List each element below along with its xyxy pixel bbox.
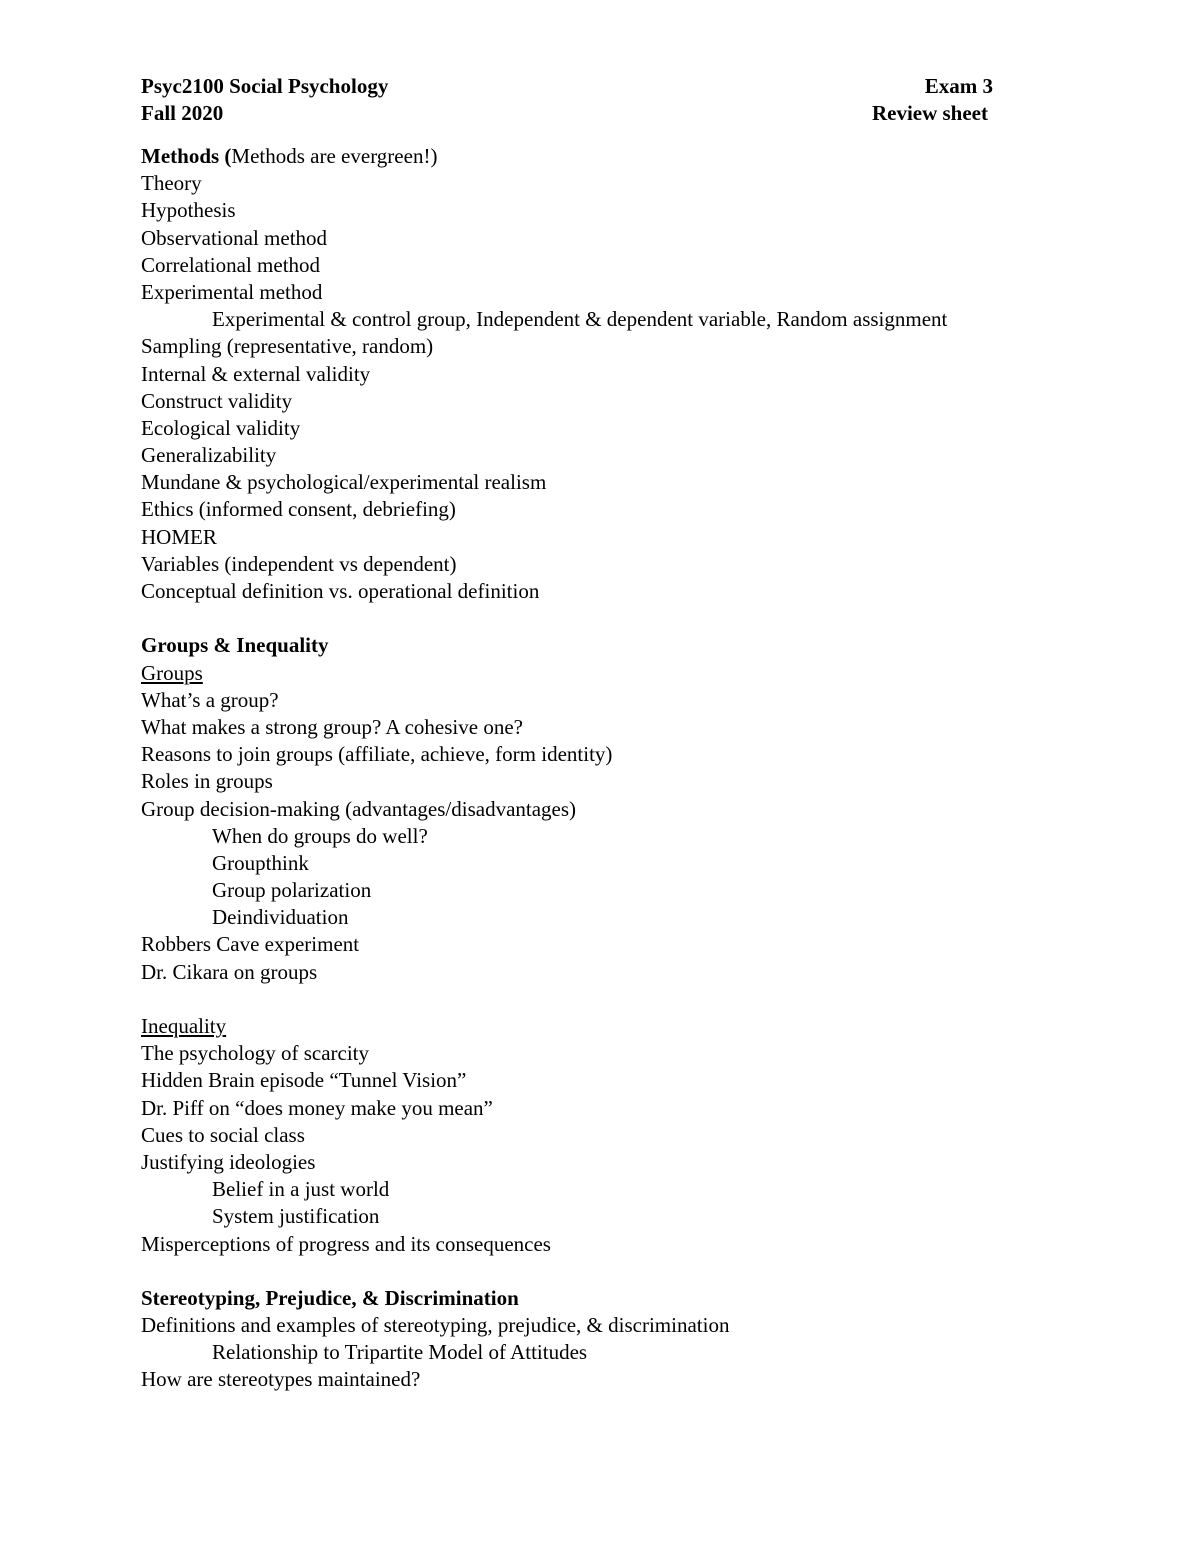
section-spacer	[141, 1258, 1141, 1285]
sub-list-item: Relationship to Tripartite Model of Attitudes	[212, 1340, 588, 1365]
doc-type: Review sheet	[871, 101, 988, 125]
list-item: Dr. Piff on “does money make you mean”	[141, 1095, 493, 1120]
sub-list-item: Deindividuation	[212, 905, 349, 930]
list-item: Reasons to join groups (affiliate, achieve, form identity)	[141, 742, 613, 767]
list-item: Justifying ideologies	[141, 1149, 316, 1174]
list-item: Dr. Cikara on groups	[141, 959, 318, 984]
section-spacer	[141, 605, 1141, 632]
list-item: Ecological validity	[141, 415, 301, 440]
methods-heading	[141, 143, 1141, 170]
list-item: Correlational method	[141, 252, 321, 277]
list-item: Robbers Cave experiment	[141, 932, 360, 957]
list-item: Ethics (informed consent, debriefing)	[141, 497, 456, 522]
list-item: Variables (independent vs dependent)	[141, 551, 457, 576]
list-item: Hypothesis	[141, 198, 236, 223]
inequality-subheading: Inequality	[141, 1014, 227, 1038]
list-item: Observational method	[141, 225, 328, 250]
groups-subheading: Groups	[141, 660, 203, 685]
list-item: Conceptual definition vs. operational definition	[141, 579, 540, 603]
groups-subheading-row	[141, 660, 1141, 687]
list-item: Construct validity	[141, 388, 293, 413]
groups-inequality-heading: Groups & Inequality	[141, 633, 329, 658]
methods-heading-bold: Methods (	[141, 144, 232, 168]
list-item: Internal & external validity	[141, 361, 371, 386]
section-spacer	[141, 986, 1141, 1013]
stereotyping-heading: Stereotyping, Prejudice, & Discrimination	[141, 1285, 519, 1310]
list-item: How are stereotypes maintained?	[141, 1367, 421, 1392]
exam-label: Exam 3	[924, 74, 993, 98]
list-item: What’s a group?	[141, 687, 279, 712]
list-item: Theory	[141, 171, 202, 196]
sub-list-item: Groupthink	[212, 850, 309, 875]
methods-heading-note: Methods are evergreen!)	[231, 144, 438, 168]
list-item: The psychology of scarcity	[141, 1041, 370, 1066]
sub-list-item: Group polarization	[212, 878, 372, 903]
sub-list-item: Experimental & control group, Independent & dependent variable, Random assignment	[212, 307, 948, 332]
list-item: Cues to social class	[141, 1122, 305, 1147]
list-item: Group decision-making (advantages/disadvantages)	[141, 796, 577, 821]
list-item: Misperceptions of progress and its consequences	[141, 1231, 551, 1256]
list-item: HOMER	[141, 524, 217, 549]
list-item: Generalizability	[141, 443, 277, 468]
inequality-subheading-row	[141, 1013, 1141, 1040]
list-item: Mundane & psychological/experimental realism	[141, 470, 547, 495]
list-item: Hidden Brain episode “Tunnel Vision”	[141, 1068, 467, 1093]
sub-list-item: System justification	[212, 1204, 380, 1229]
course-title: Psyc2100 Social Psychology	[141, 74, 389, 98]
list-item: Roles in groups	[141, 769, 273, 794]
list-item: What makes a strong group? A cohesive one?	[141, 714, 523, 739]
list-item: Definitions and examples of stereotyping, prejudice, & discrimination	[141, 1313, 730, 1338]
list-item: Sampling (representative, random)	[141, 334, 434, 359]
sub-list-item: Belief in a just world	[212, 1177, 390, 1202]
review-content	[141, 143, 1141, 1394]
sub-list-item: When do groups do well?	[212, 823, 428, 848]
list-item: Experimental method	[141, 279, 323, 304]
term: Fall 2020	[141, 101, 224, 125]
